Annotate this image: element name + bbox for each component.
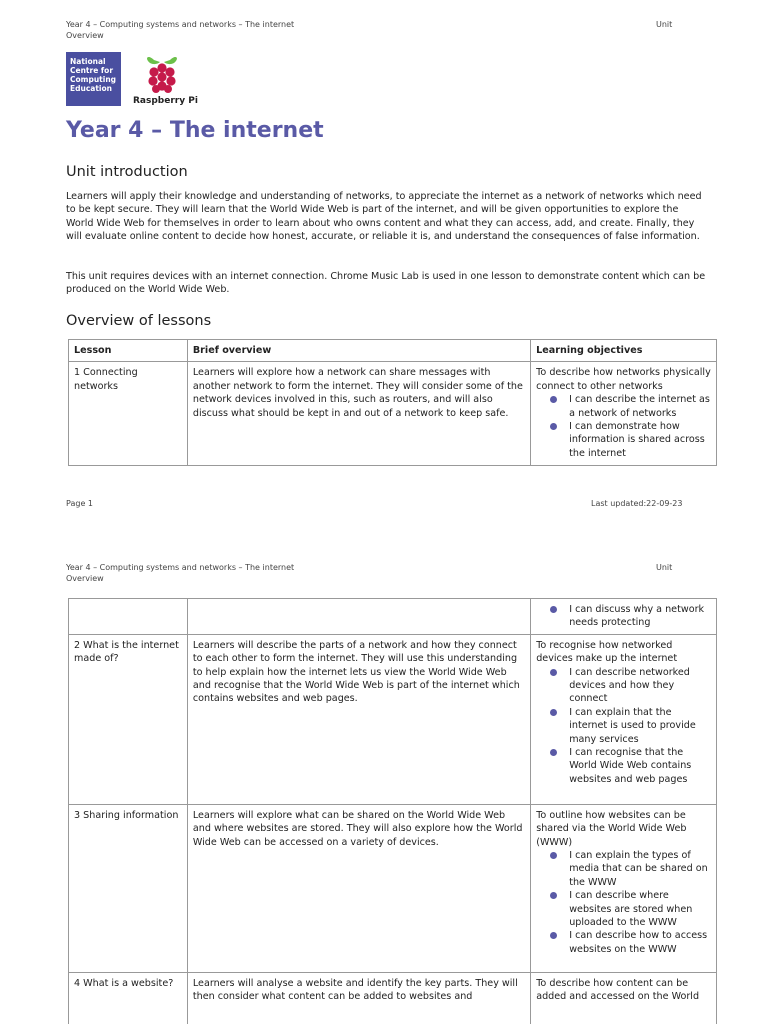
table-row	[69, 362, 717, 466]
table-header-row	[69, 340, 717, 362]
column-header-objectives: Learning objectives	[531, 340, 717, 362]
page-header-unit: Unit	[656, 20, 673, 29]
objectives-cell	[531, 804, 717, 972]
list-item: I can recognise that the World Wide Web contains websites and web pages	[536, 746, 711, 786]
list-item: I can describe the internet as a network of networks	[536, 393, 711, 420]
page-header-title: Year 4 – Computing systems and networks – The internet	[66, 20, 295, 29]
objective-text: To outline how websites can be shared via the World Wide Web (WWW)	[536, 809, 687, 848]
lesson-cell	[69, 599, 188, 635]
list-item: I can describe networked devices and how they connect	[536, 666, 711, 706]
table-row	[69, 804, 717, 972]
page-title: Year 4 – The internet	[66, 118, 324, 143]
overview-cell	[187, 599, 530, 635]
page-header-overview: Overview	[66, 31, 104, 40]
page-header-title: Year 4 – Computing systems and networks – The internet	[66, 563, 295, 572]
list-item: I can demonstrate how information is shared across the internet	[536, 420, 711, 460]
ncce-logo-line: National	[70, 57, 106, 66]
ncce-logo	[66, 52, 121, 106]
lesson-cell: 2 What is the internet made of?	[69, 634, 188, 804]
objectives-cell	[531, 634, 717, 804]
unit-intro-paragraph: Learners will apply their knowledge and understanding of networks, to appreciate the internet as a network of networks which need to be kept secure. They will learn that the World Wide Web is part of the internet, and will be given opportunities to explore the World Wide Web for themselves in order to learn about who owns content and what they can access, add, and create. Finally, they will evaluate online content to decide how honest, accurate, or reliable it is, and understand the consequences of false information.	[66, 191, 702, 243]
page-number: Page 1	[66, 499, 93, 508]
page-header-overview: Overview	[66, 574, 104, 583]
overview-cell: Learners will explore how a network can share messages with another network to form the internet. They will consider some of the network devices involved in this, such as routers, and will also discuss what should be kept in and out of a network to keep safe.	[187, 362, 530, 466]
objectives-cell: To describe how content can be added and accessed on the World	[531, 972, 717, 1024]
raspberry-pi-logo-icon	[142, 52, 182, 97]
objective-list	[536, 666, 711, 787]
lessons-table	[68, 339, 717, 466]
list-item: I can describe where websites are stored when uploaded to the WWW	[536, 889, 711, 929]
list-item: I can discuss why a network needs protecting	[536, 603, 711, 630]
unit-intro-heading: Unit introduction	[66, 164, 188, 180]
overview-cell: Learners will analyse a website and identify the key parts. They will then consider what content can be added to websites and	[187, 972, 530, 1024]
table-row	[69, 599, 717, 635]
list-item: I can explain that the internet is used to provide many services	[536, 706, 711, 746]
overview-heading: Overview of lessons	[66, 313, 212, 329]
page-header-unit: Unit	[656, 563, 673, 572]
overview-cell: Learners will explore what can be shared on the World Wide Web and where websites are stored. They will also explore how the World Wide Web can be accessed on a variety of devices.	[187, 804, 530, 972]
unit-requirements-paragraph: This unit requires devices with an internet connection. Chrome Music Lab is used in one lesson to demonstrate content which can be produced on the World Wide Web.	[66, 271, 706, 296]
raspberry-pi-label: Raspberry Pi	[133, 96, 198, 106]
table-row	[69, 634, 717, 804]
objectives-cell	[531, 362, 717, 466]
list-item: I can explain the types of media that can be shared on the WWW	[536, 849, 711, 889]
lessons-table-continued	[68, 598, 717, 1024]
ncce-logo-line: Computing	[70, 75, 117, 84]
list-item: I can describe how to access websites on the WWW	[536, 929, 711, 956]
objectives-cell	[531, 599, 717, 635]
ncce-logo-line: Centre for	[70, 66, 114, 75]
column-header-lesson: Lesson	[69, 340, 188, 362]
objective-text: To describe how networks physically connect to other networks	[536, 367, 711, 392]
objective-list	[536, 849, 711, 956]
objective-text: To recognise how networked devices make up the internet	[536, 639, 678, 665]
lesson-cell: 3 Sharing information	[69, 804, 188, 972]
ncce-logo-line: Education	[70, 84, 112, 93]
lesson-cell: 1 Connecting networks	[69, 362, 188, 466]
column-header-overview: Brief overview	[187, 340, 530, 362]
objective-list	[536, 603, 711, 630]
last-updated: Last updated:22-09-23	[591, 499, 683, 508]
objective-list	[536, 393, 711, 460]
overview-cell: Learners will describe the parts of a network and how they connect to each other to form the internet. They will use this understanding to help explain how the internet lets us view the World Wide Web and recognise that the World Wide Web is part of the internet which contains websites and web pages.	[187, 634, 530, 804]
table-row	[69, 972, 717, 1024]
lesson-cell: 4 What is a website?	[69, 972, 188, 1024]
